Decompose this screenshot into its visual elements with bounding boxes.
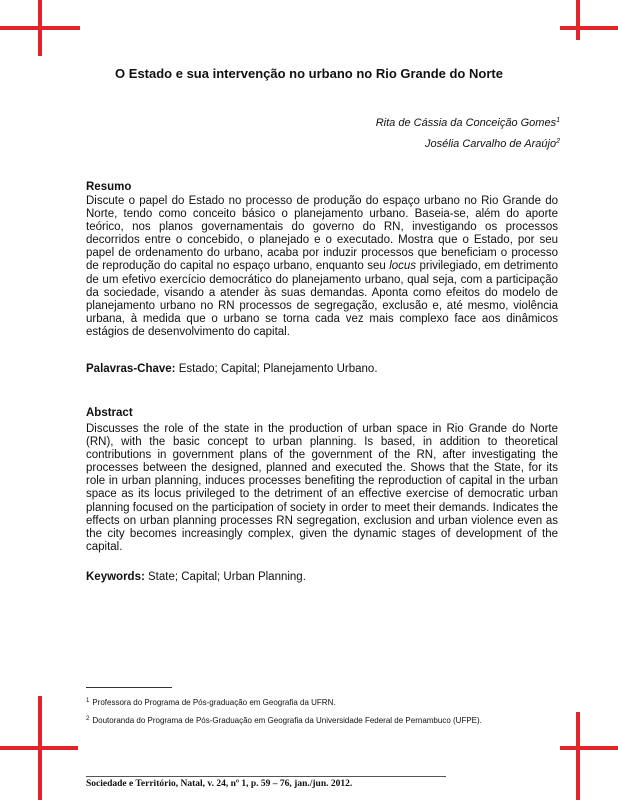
crop-mark-top-left-vertical <box>38 0 42 56</box>
crop-mark-bottom-right-vertical <box>576 712 580 800</box>
paper-title: O Estado e sua intervenção no urbano no Rio Grande do Norte <box>115 66 503 81</box>
resumo-heading: Resumo <box>86 181 132 193</box>
resumo-body-part-2: privilegiado, em detrimento de um efetivo exercício democrático do planejamento urbano, qual seja, com a participação da sociedade, visando a atender às suas demandas. Aponta como efeitos do modelo de planejamento urbano no RN processos de segregação, exclusão e, até mesmo, violência urbana, à medida que o urbano se torna cada vez mais complexo face aos dinâmicos estágios de desenvolvimento do capital. <box>86 260 558 338</box>
crop-mark-bottom-right-horizontal <box>560 746 618 750</box>
resumo-keywords-value: Estado; Capital; Planejamento Urbano. <box>178 363 378 375</box>
author-2 <box>425 138 560 150</box>
author-1-name: Rita de Cássia da Conceição Gomes <box>375 117 557 129</box>
abstract-keywords <box>86 571 306 583</box>
resumo-keywords-label: Palavras-Chave: <box>86 363 176 375</box>
footnote-2 <box>86 715 558 726</box>
abstract-keywords-value: State; Capital; Urban Planning. <box>148 571 306 583</box>
footnote-2-mark: 2 <box>86 716 90 722</box>
journal-citation-footer: Sociedade e Território, Natal, v. 24, nº 1, p. 59 – 76, jan./jun. 2012. <box>86 779 353 789</box>
abstract-body: Discusses the role of the state in the production of urban space in Rio Grande do Norte (RN), with the basic concept to urban planning. Is based, in addition to theoretical contributions in government plans of the government of the RN, after investigating the processes between the designed, planned and executed the. Shows that the State, for its role in urban planning, induces processes benefiting the reproduction of capital in the urban space as its locus privileged to the detriment of an effective exercise of democratic urban planning focused on the participation of society in order to meet their demands. Indicates the effects on urban planning processes RN segregation, exclusion and urban violence even as the city becomes increasingly complex, given the dynamic stages of development of the capital. <box>86 423 558 553</box>
footnote-1-text: Professora do Programa de Pós-graduação em Geografia da UFRN. <box>92 698 336 707</box>
crop-mark-top-right-vertical <box>576 0 580 40</box>
footnote-1 <box>86 697 558 708</box>
resumo-body <box>86 195 558 339</box>
footnote-2-text: Doutoranda do Programa de Pós-Graduação em Geografia da Universidade Federal de Pernambuco (UFPE). <box>92 716 482 725</box>
footnote-separator <box>86 687 172 688</box>
crop-mark-bottom-left-vertical <box>38 696 42 800</box>
resumo-keywords <box>86 363 378 375</box>
author-2-name: Josélia Carvalho de Araújo <box>425 138 557 150</box>
author-1-footnote-mark[interactable]: 1 <box>556 117 560 124</box>
resumo-body-part-1: Discute o papel do Estado no processo de produção do espaço urbano no Rio Grande do Norte, tendo como conceito básico o planejamento urbano. Baseia-se, além do aporte teórico, nos planos governamentais do governo do RN, investigando os processos decorridos entre o concebido, o planejado e o executado. Mostra que o Estado, por seu papel de ordenamento do urbano, acaba por induzir processos que beneficiam o processo de reprodução do capital no espaço urbano, enquanto seu <box>86 195 558 273</box>
abstract-heading: Abstract <box>86 407 133 419</box>
crop-mark-top-right-horizontal <box>560 26 618 30</box>
author-1 <box>376 117 560 129</box>
resumo-body-emphasis: locus <box>389 260 417 273</box>
author-2-footnote-mark[interactable]: 2 <box>556 138 560 145</box>
footer-rule <box>86 776 446 777</box>
abstract-keywords-label: Keywords: <box>86 571 145 583</box>
footnote-1-mark: 1 <box>86 698 90 704</box>
